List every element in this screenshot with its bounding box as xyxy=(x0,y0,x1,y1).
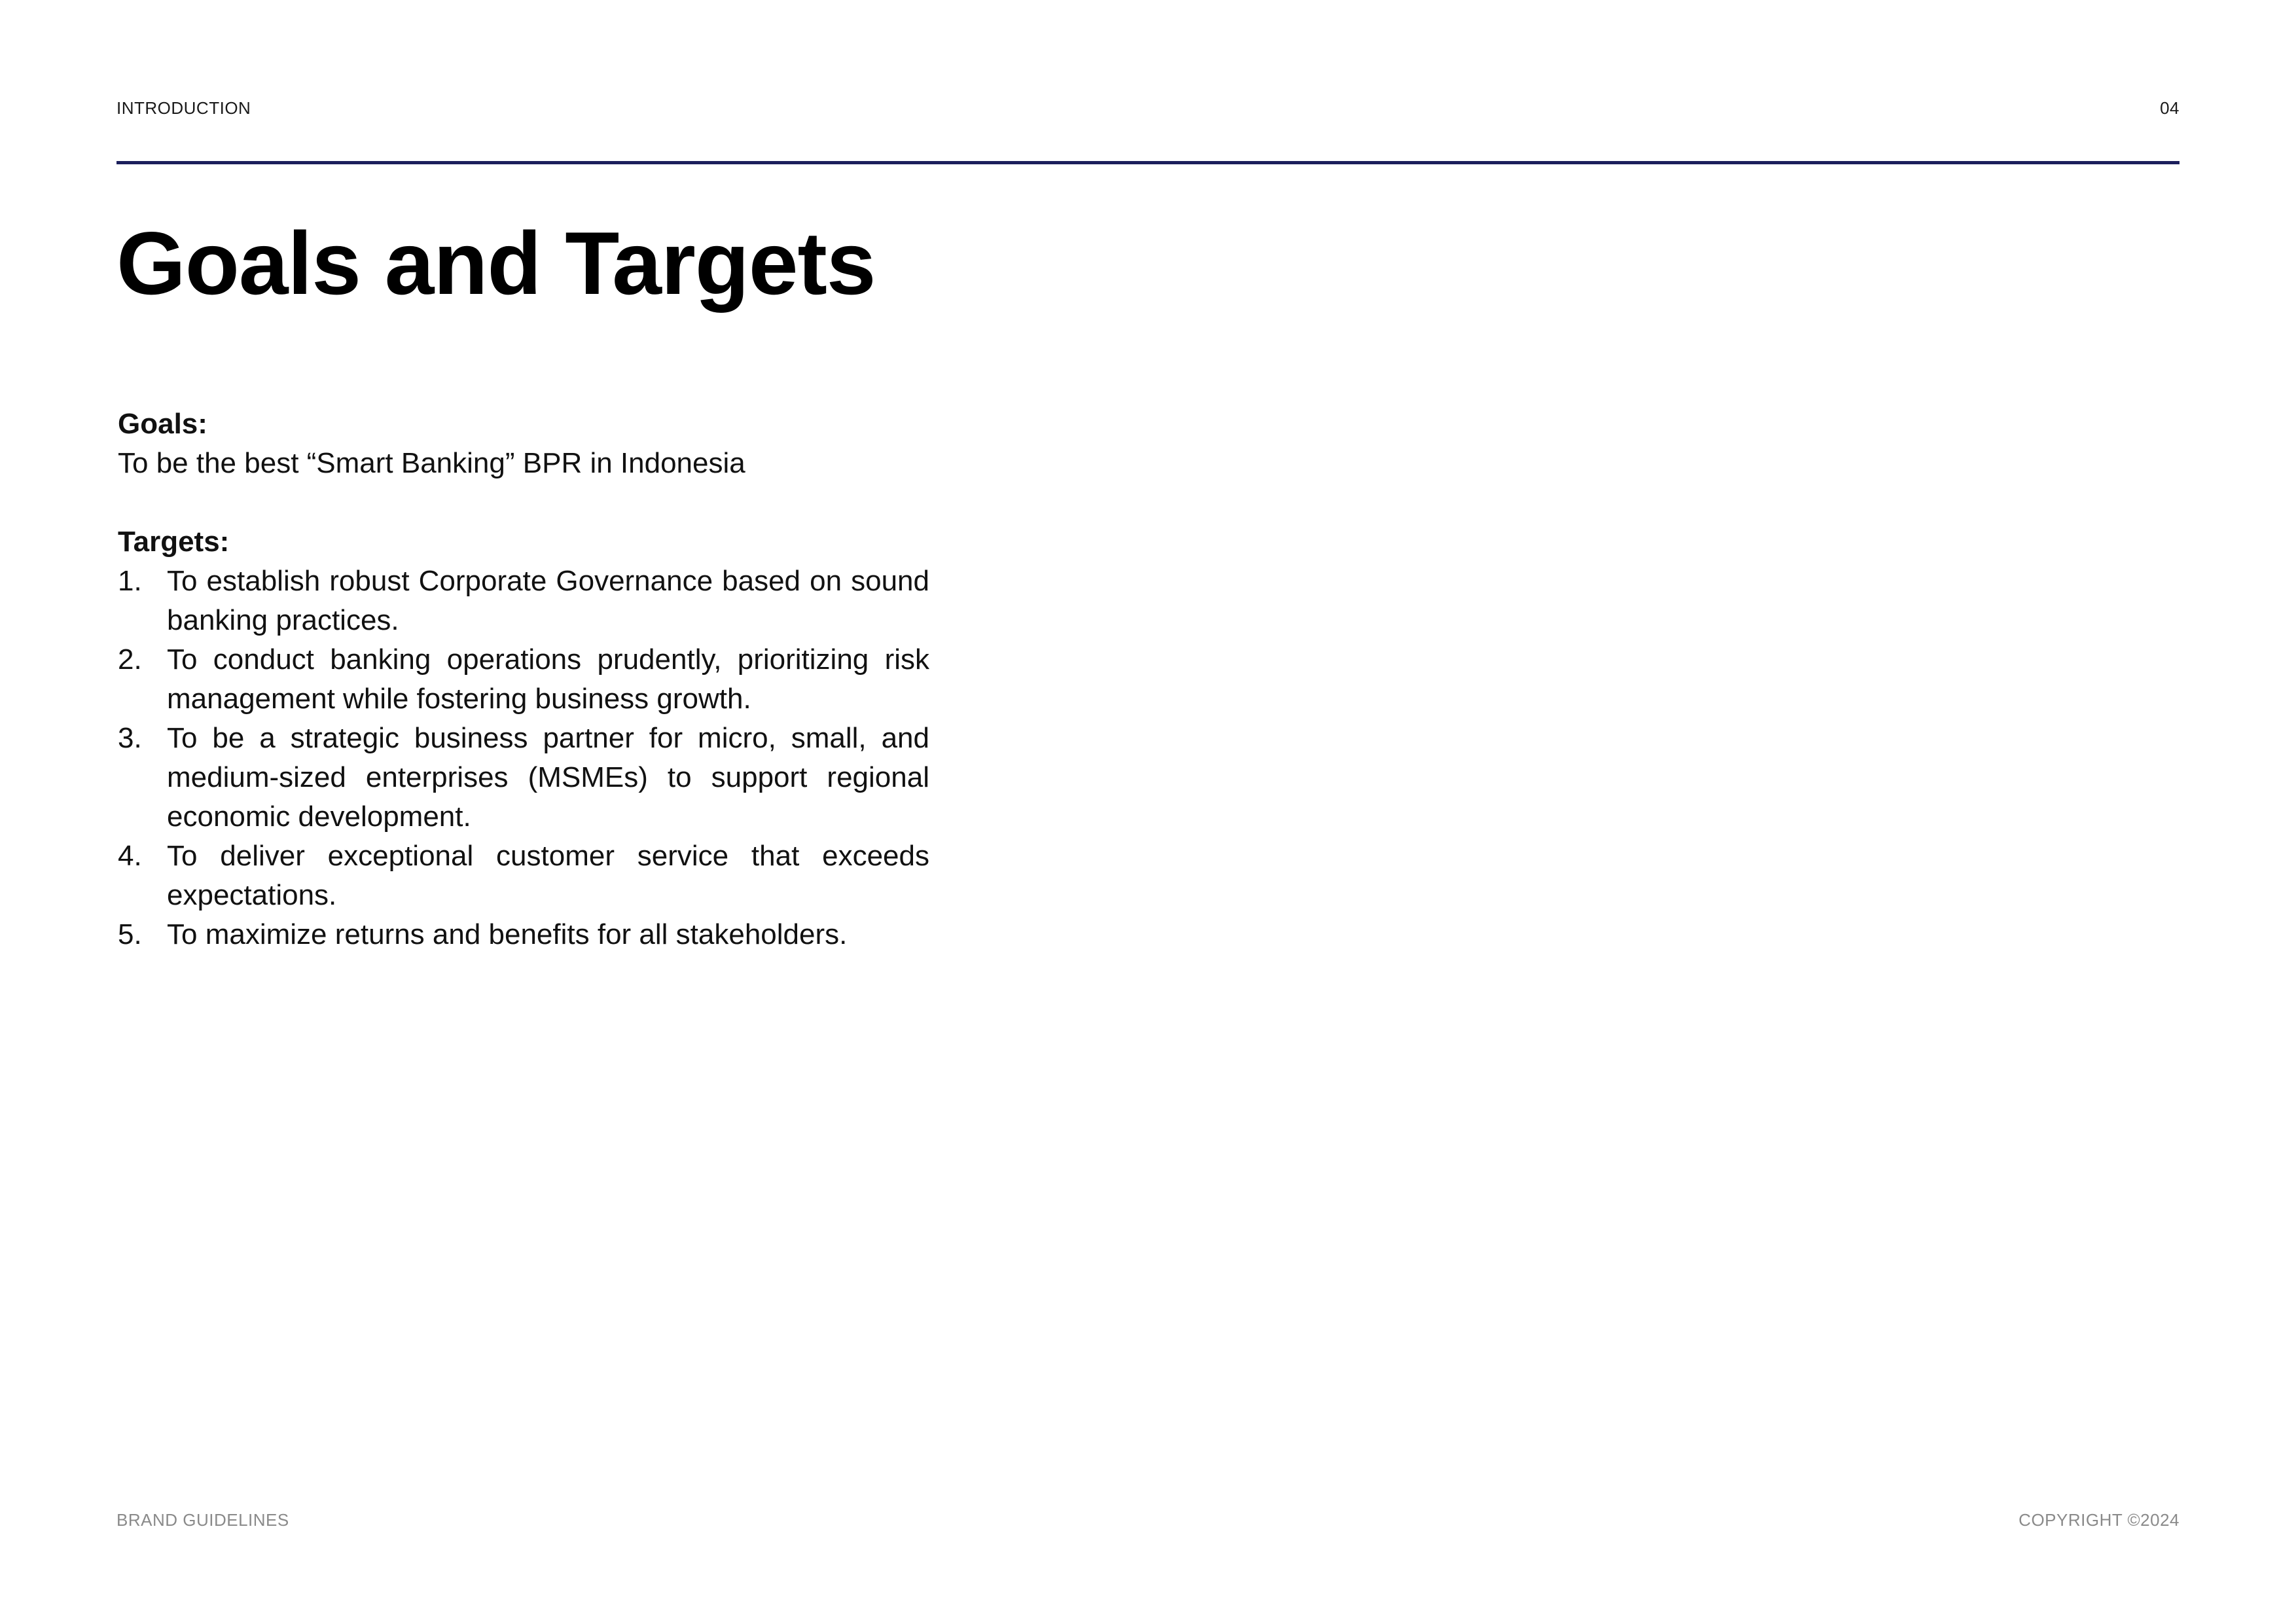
section-label: INTRODUCTION xyxy=(117,98,251,118)
goals-heading: Goals: xyxy=(118,408,207,440)
list-item-text: To deliver exceptional customer service that exceeds expectations. xyxy=(167,840,929,911)
list-item-number: 5. xyxy=(118,918,142,950)
list-item xyxy=(118,719,929,837)
content-body xyxy=(118,405,929,954)
goals-text: To be the best “Smart Banking” BPR in Indonesia xyxy=(118,447,745,479)
list-item xyxy=(118,562,929,640)
targets-heading: Targets: xyxy=(118,526,230,558)
footer-copyright: COPYRIGHT ©2024 xyxy=(2018,1510,2179,1530)
list-item-number: 1. xyxy=(118,565,142,597)
list-item-text: To be a strategic business partner for micro, small, and medium-sized enterprises (MSMEs) to support regional economic development. xyxy=(167,722,929,833)
list-item-text: To conduct banking operations prudently, prioritizing risk management while fostering business growth. xyxy=(167,643,929,715)
header-divider xyxy=(117,161,2179,164)
page-title: Goals and Targets xyxy=(117,213,876,313)
list-item-text: To establish robust Corporate Governance based on sound banking practices. xyxy=(167,565,929,636)
list-item xyxy=(118,915,929,954)
list-item-number: 2. xyxy=(118,643,142,676)
list-item xyxy=(118,640,929,719)
list-item xyxy=(118,837,929,915)
list-item-number: 3. xyxy=(118,722,142,754)
page-number: 04 xyxy=(2160,98,2179,118)
list-item-number: 4. xyxy=(118,840,142,872)
footer-brand-label: BRAND GUIDELINES xyxy=(117,1510,289,1530)
targets-list xyxy=(118,562,929,954)
list-item-text: To maximize returns and benefits for all stakeholders. xyxy=(167,918,848,950)
